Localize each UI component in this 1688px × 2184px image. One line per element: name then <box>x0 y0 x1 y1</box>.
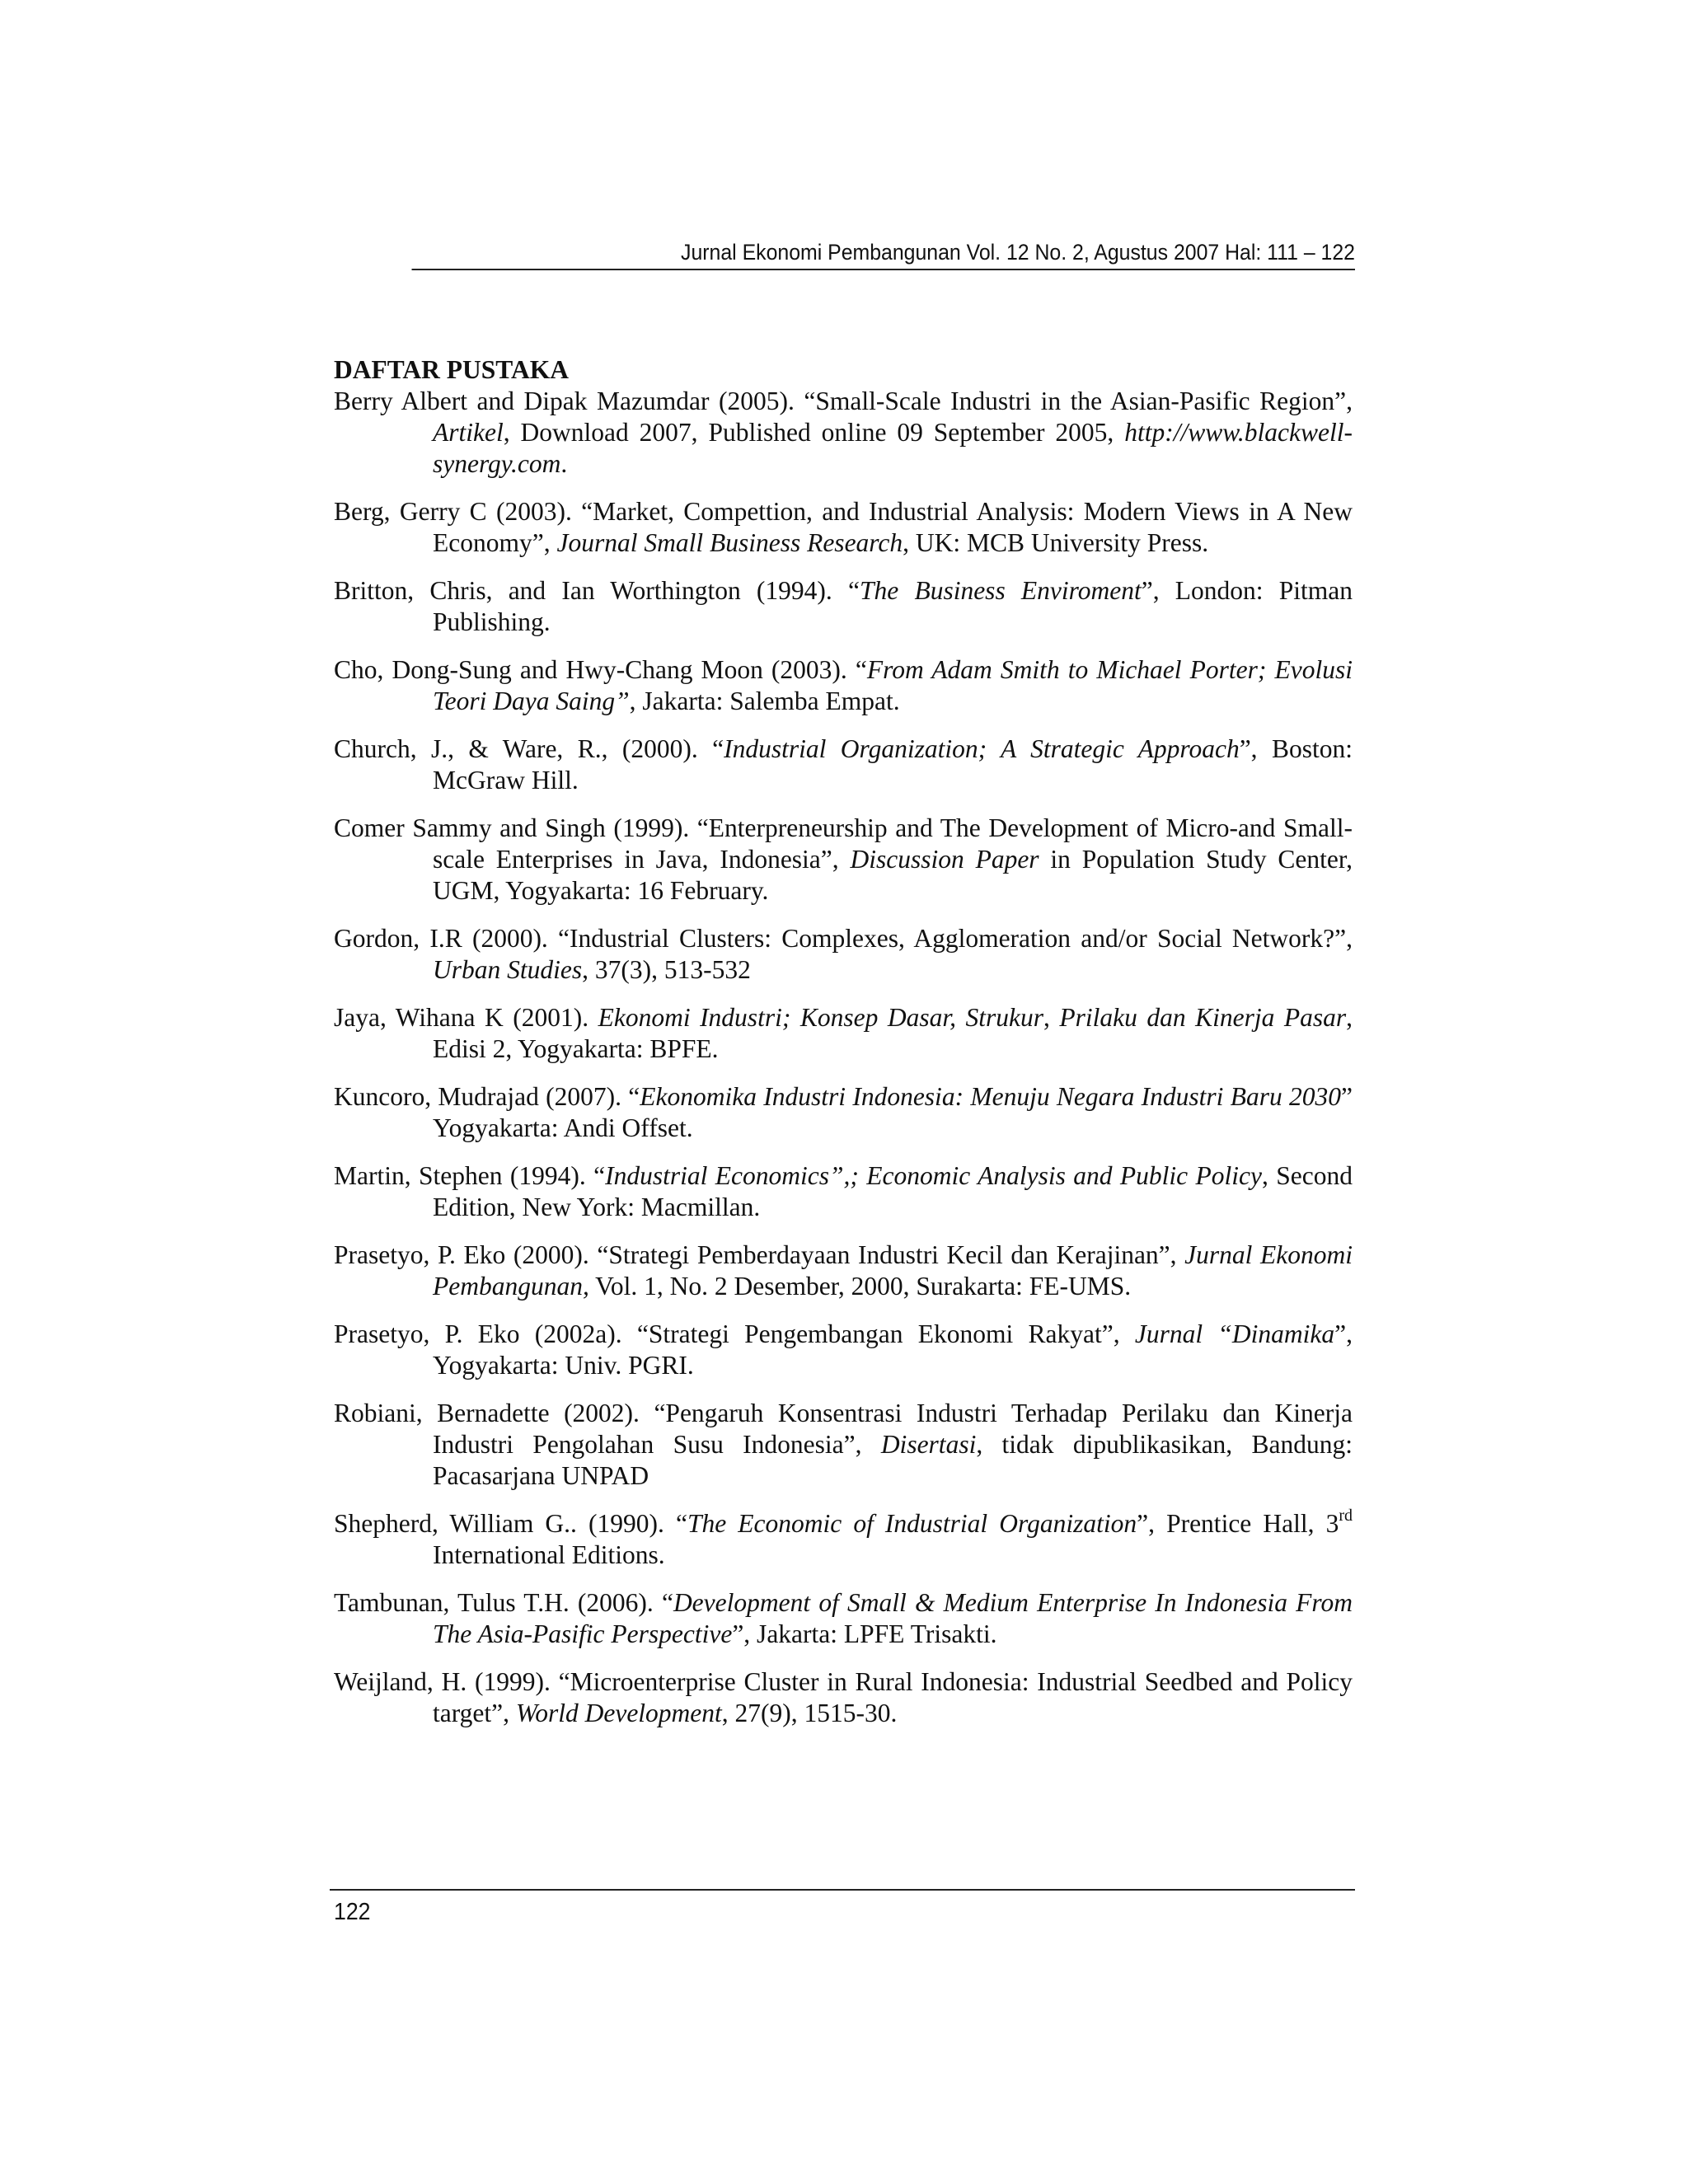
reference-entry <box>334 733 1353 796</box>
reference-entry <box>334 1081 1353 1144</box>
reference-text: in Population Study Center, UGM, Yogyakarta: 16 February. <box>433 845 1353 905</box>
reference-text: Cho, Dong-Sung and Hwy-Chang Moon (2003). “ <box>334 655 867 684</box>
reference-text: International Editions. <box>433 1540 665 1569</box>
reference-text: Berg, Gerry C (2003). “Market, Compettion, and Industrial Analysis: Modern Views in A New Economy”, <box>334 497 1353 557</box>
reference-entry <box>334 1160 1353 1223</box>
reference-italic-text: World Development <box>515 1699 722 1727</box>
reference-text: ”, London: Pitman Publishing. <box>433 576 1353 636</box>
reference-text: , Second Edition, New York: Macmillan. <box>433 1161 1353 1221</box>
reference-entry <box>334 1398 1353 1492</box>
reference-text: Vol. 1, No. 2 Desember, 2000, Surakarta: FE-UMS. <box>588 1272 1132 1301</box>
reference-text: ”, Boston: McGraw Hill. <box>433 734 1353 794</box>
reference-italic-text: Ekonomi Industri; Konsep Dasar, Strukur <box>598 1003 1043 1032</box>
reference-text: Berry Albert and Dipak Mazumdar (2005). “Small-Scale Industri in the Asian-Pasific Region”, <box>334 387 1353 415</box>
reference-italic-text: Journal Small Business Research <box>556 528 903 557</box>
reference-entry <box>334 1319 1353 1381</box>
reference-text: , Jakarta: Salemba Empat. <box>629 687 900 715</box>
reference-text: Prasetyo, P. Eko (2000). “Strategi Pemberdayaan Industri Kecil dan Kerajinan”, <box>334 1240 1185 1269</box>
reference-entry <box>334 1666 1353 1729</box>
reference-text: Tambunan, Tulus T.H. (2006). “ <box>334 1588 673 1617</box>
reference-text: , 27(9), 1515-30. <box>721 1699 898 1727</box>
reference-italic-text: Discussion Paper <box>850 845 1039 874</box>
reference-entry <box>334 813 1353 907</box>
reference-text: , UK: MCB University Press. <box>903 528 1209 557</box>
reference-text: Church, J., & Ware, R., (2000). “ <box>334 734 724 763</box>
running-header <box>412 236 1355 270</box>
reference-entry <box>334 1587 1353 1650</box>
reference-text: Gordon, I.R (2000). “Industrial Clusters: Complexes, Agglomeration and/or Social Network?”, <box>334 924 1353 953</box>
reference-text: Comer Sammy and Singh (1999). “Enterpreneurship and The Development of Micro-and Small-scale Enterprises in Java, Indonesia”, <box>334 813 1353 874</box>
reference-text: . <box>560 449 568 478</box>
reference-text: Jaya, Wihana K (2001). <box>334 1003 598 1032</box>
reference-italic-text: http://www.blackwell-synergy.com <box>433 418 1353 478</box>
reference-italic-text: Prilaku dan Kinerja Pasar <box>1059 1003 1347 1032</box>
reference-entry <box>334 386 1353 480</box>
reference-text: ” Yogyakarta: Andi Offset. <box>433 1082 1353 1142</box>
reference-italic-text: Disertasi <box>880 1430 977 1459</box>
reference-italic-text: Jurnal “Dinamika <box>1134 1319 1335 1348</box>
reference-entry <box>334 654 1353 717</box>
reference-italic-text: Ekonomika Industri Indonesia: Menuju Negara Industri Baru 2030 <box>640 1082 1342 1111</box>
reference-text: ”, Yogyakarta: Univ. PGRI. <box>433 1319 1353 1380</box>
reference-text: , tidak dipublikasikan, Bandung: Pacasarjana UNPAD <box>433 1430 1353 1490</box>
reference-italic-text: Jurnal Ekonomi Pembangunan, <box>433 1240 1353 1301</box>
reference-text: Britton, Chris, and Ian Worthington (1994). “ <box>334 576 860 605</box>
reference-text: Robiani, Bernadette (2002). “Pengaruh Konsentrasi Industri Terhadap Perilaku dan Kinerja Industri Pengolahan Susu Indonesia”, <box>334 1399 1353 1459</box>
section-title: DAFTAR PUSTAKA <box>334 355 569 384</box>
running-header-text: Jurnal Ekonomi Pembangunan Vol. 12 No. 2, Agustus 2007 Hal: 111 – 122 <box>681 240 1355 265</box>
footer-rule <box>330 1889 1355 1891</box>
reference-text: , Download 2007, Published online 09 September 2005, <box>503 418 1125 447</box>
reference-text: , Edisi 2, Yogyakarta: BPFE. <box>433 1003 1353 1063</box>
reference-italic-text: The Economic of Industrial Organization <box>687 1509 1137 1538</box>
reference-text: Martin, Stephen (1994). “ <box>334 1161 606 1190</box>
reference-text: , <box>1043 1003 1060 1032</box>
reference-text: ”, Jakarta: LPFE Trisakti. <box>732 1619 997 1648</box>
reference-text: , 37(3), 513-532 <box>582 955 751 984</box>
reference-list <box>334 386 1353 1729</box>
reference-italic-text: From Adam Smith to Michael Porter; Evolusi Teori Daya Saing” <box>433 655 1353 715</box>
reference-entry <box>334 496 1353 559</box>
page-number: 122 <box>334 1899 371 1925</box>
reference-text: Weijland, H. (1999). “Microenterprise Cluster in Rural Indonesia: Industrial Seedbed and Policy target”, <box>334 1667 1353 1727</box>
references-section <box>334 354 1353 1746</box>
reference-text: Prasetyo, P. Eko (2002a). “Strategi Pengembangan Ekonomi Rakyat”, <box>334 1319 1135 1348</box>
reference-superscript: rd <box>1339 1507 1353 1525</box>
reference-entry <box>334 575 1353 638</box>
reference-italic-text: Industrial Economics”,; Economic Analysis and Public Policy <box>605 1161 1262 1190</box>
reference-italic-text: Artikel <box>433 418 504 447</box>
reference-entry <box>334 923 1353 986</box>
reference-text: Shepherd, William G.. (1990). “ <box>334 1509 687 1538</box>
reference-italic-text: The Business Enviroment <box>859 576 1142 605</box>
reference-italic-text: Industrial Organization; A Strategic Approach <box>724 734 1240 763</box>
reference-text: ”, Prentice Hall, 3 <box>1137 1509 1339 1538</box>
reference-italic-text: Urban Studies <box>433 955 583 984</box>
reference-entry <box>334 1002 1353 1065</box>
reference-entry <box>334 1240 1353 1302</box>
reference-text: Kuncoro, Mudrajad (2007). “ <box>334 1082 640 1111</box>
reference-entry <box>334 1508 1353 1571</box>
reference-italic-text: Development of Small & Medium Enterprise In Indonesia From The Asia-Pasific Perspective <box>433 1588 1353 1648</box>
